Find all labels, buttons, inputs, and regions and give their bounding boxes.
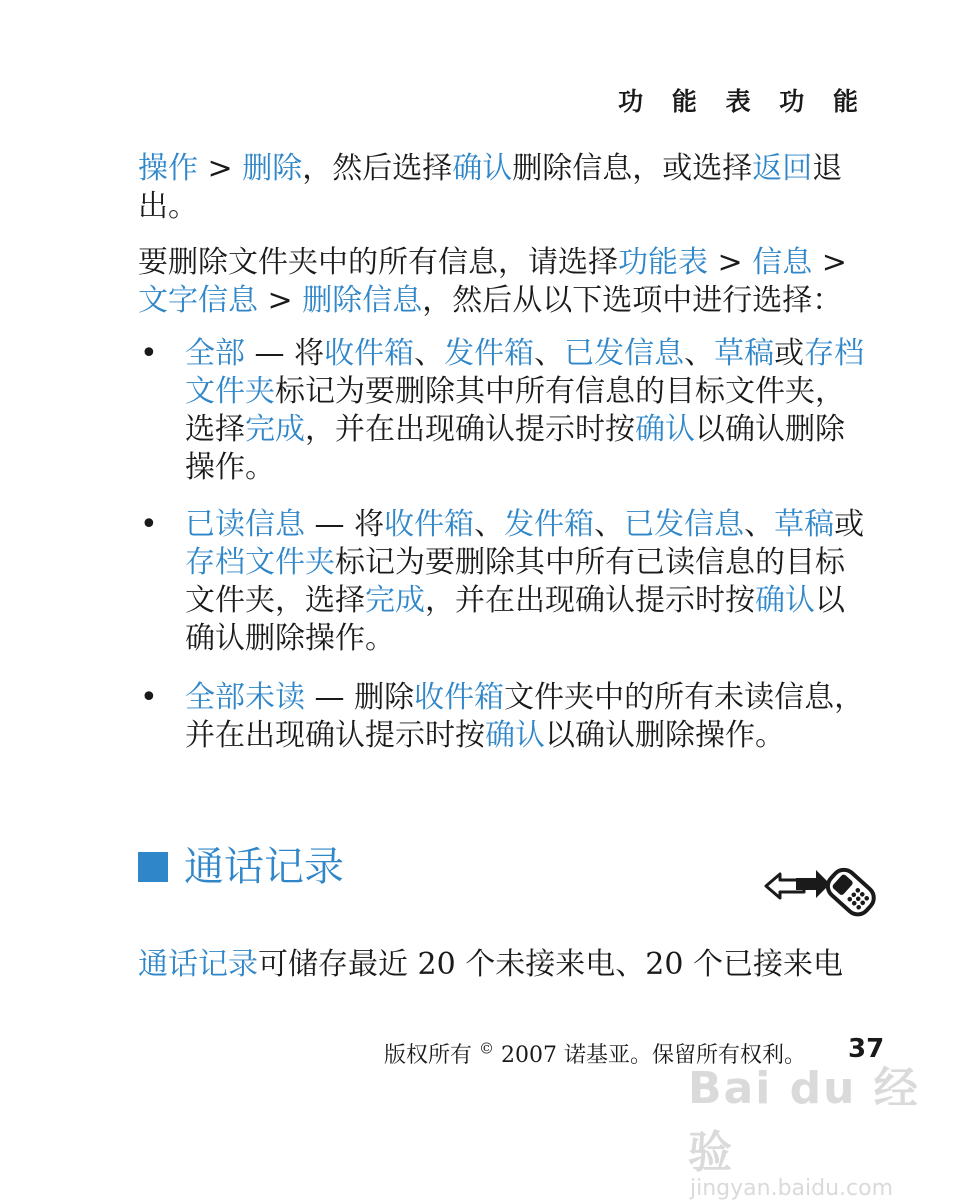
- section-title: 通话记录: [184, 844, 344, 890]
- text-segment: — 删除: [305, 680, 415, 715]
- text-segment: 删除信息，或选择: [512, 151, 753, 186]
- folder-term: 收件箱: [324, 336, 415, 371]
- text-segment: ，并在出现确认提示时按: [425, 583, 755, 618]
- intro-paragraph: [138, 150, 878, 226]
- text-segment: 退出。: [138, 151, 843, 224]
- copyright-text: 版权所有: [384, 1043, 479, 1068]
- separator: >: [812, 245, 847, 280]
- menu-term: 删除信息: [302, 283, 423, 318]
- menu-term: 确认: [485, 718, 545, 753]
- folder-term: 发件箱: [444, 336, 535, 371]
- text-segment: — 将: [305, 507, 385, 542]
- folder-term: 收件箱: [414, 680, 505, 715]
- bullet-item-all: [138, 335, 878, 487]
- menu-term: 完成: [365, 583, 425, 618]
- menu-term: 删除: [242, 151, 303, 186]
- watermark-brand: Bai du 经验: [688, 1063, 920, 1178]
- separator: >: [258, 283, 303, 318]
- text-segment: 或: [774, 336, 805, 371]
- bullet-marker: •: [140, 507, 158, 542]
- menu-term: 功能表: [618, 245, 708, 280]
- section-heading: [138, 842, 344, 892]
- menu-term: 通话记录: [138, 947, 258, 982]
- watermark-url: jingyan.baidu.com: [690, 1176, 894, 1201]
- watermark: [688, 1052, 964, 1201]
- text-segment: 、: [594, 507, 625, 542]
- call-log-paragraph: [138, 946, 878, 984]
- menu-term: 确认: [755, 583, 815, 618]
- folder-term: 收件箱: [384, 507, 475, 542]
- text-segment: — 将: [245, 336, 325, 371]
- text-segment: ，然后从以下选项中进行选择：: [422, 283, 843, 318]
- text-segment: 以确认删除操作。: [545, 718, 785, 753]
- folder-term: 草稿: [774, 507, 835, 542]
- text-segment: 、: [474, 507, 505, 542]
- text-segment: 标记为要删除其中所有信息的目标文件夹，选择: [185, 374, 845, 447]
- page-number: 37: [848, 1034, 885, 1064]
- menu-term: 文字信息: [138, 283, 258, 318]
- copyright-text: 2007 诺基亚。保留所有权利。: [494, 1043, 806, 1068]
- call-log-phone-icon: [764, 858, 876, 918]
- bullet-marker: •: [140, 680, 158, 715]
- folder-term: 存档文件夹: [185, 336, 865, 409]
- menu-term: 确认: [635, 412, 695, 447]
- menu-term: 返回: [752, 151, 813, 186]
- separator: >: [708, 245, 753, 280]
- text-segment: 以确认删除操作。: [185, 412, 845, 485]
- option-term: 全部未读: [185, 680, 305, 715]
- text-segment: 以确认删除操作。: [185, 583, 845, 656]
- text-segment: 标记为要删除其中所有已读信息的目标文件夹，选择: [185, 545, 845, 618]
- separator: >: [198, 151, 243, 186]
- bullet-item-unread: [138, 679, 878, 755]
- copyright-symbol: ©: [479, 1039, 494, 1058]
- menu-term: 信息: [752, 245, 813, 280]
- text-segment: 可储存最近 20 个未接来电、20 个已接来电: [258, 947, 843, 982]
- folder-term: 发件箱: [504, 507, 595, 542]
- text-segment: ，然后选择: [302, 151, 453, 186]
- bullet-item-read: [138, 506, 878, 658]
- folder-term: 已发信息: [624, 507, 745, 542]
- text-segment: 文件夹中的所有未读信息，并在出现确认提示时按: [185, 680, 865, 753]
- text-segment: 、: [534, 336, 565, 371]
- option-term: 全部: [185, 336, 245, 371]
- menu-term: 确认: [452, 151, 513, 186]
- bullet-marker: •: [140, 336, 158, 371]
- section-marker: [138, 852, 168, 882]
- menu-term: 完成: [245, 412, 305, 447]
- text-segment: 、: [744, 507, 775, 542]
- folder-term: 存档文件夹: [185, 545, 335, 580]
- text-segment: 、: [414, 336, 445, 371]
- folder-term: 草稿: [714, 336, 775, 371]
- option-term: 已读信息: [185, 507, 305, 542]
- delete-all-paragraph: [138, 244, 878, 320]
- text-segment: 要删除文件夹中的所有信息，请选择: [138, 245, 618, 280]
- page-header: 功 能 表 功 能: [618, 87, 868, 116]
- text-segment: 或: [834, 507, 865, 542]
- menu-term: 操作: [138, 151, 198, 186]
- folder-term: 已发信息: [564, 336, 685, 371]
- text-segment: ，并在出现确认提示时按: [305, 412, 635, 447]
- text-segment: 、: [684, 336, 715, 371]
